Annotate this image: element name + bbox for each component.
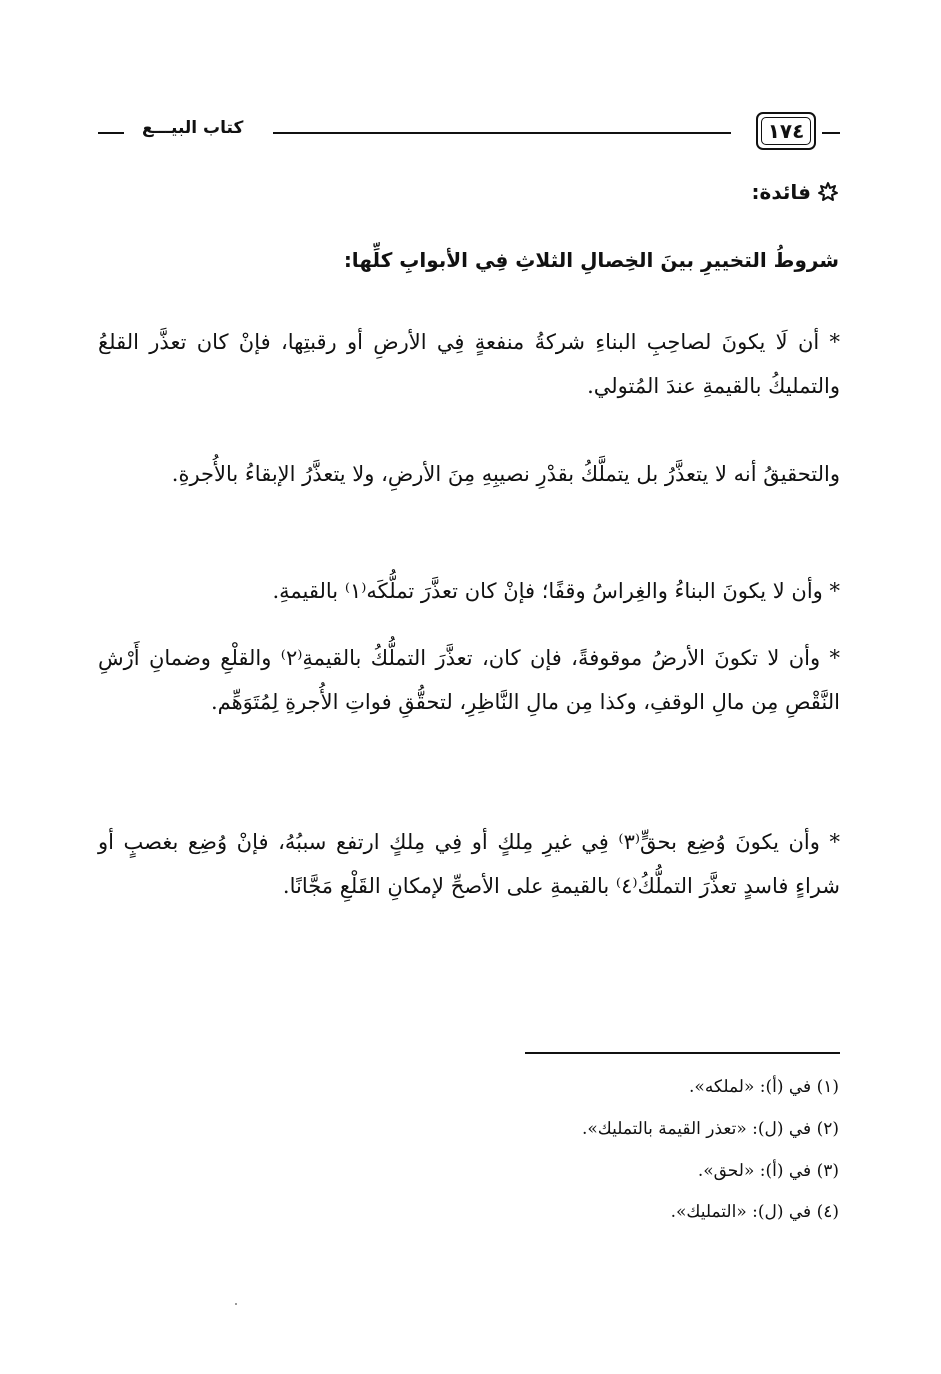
paragraph: * وأن لا يكونَ البناءُ والغِراسُ وقفًا؛ فإنْ كان تعذَّرَ تملُّكَه⁽١⁾ بالقيمةِ.: [272, 579, 840, 603]
header-rule-right: [822, 132, 840, 134]
benefit-heading: [752, 180, 839, 204]
flower-ornament-icon: [817, 181, 839, 203]
paragraph: * وأن يكونَ وُضِع بحقٍّ⁽٣⁾ فِي غيرِ مِلكٍ أو فِي مِلكٍ ارتفع سببُهُ، فإنْ وُضِع بغصبٍ أو شراءٍ فاسدٍ تعذَّرَ التملُّكُ⁽٤⁾ بالقيمةِ على الأصحِّ لإمكانِ القَلْعِ مَجَّانًا.: [98, 830, 840, 898]
footnote: (٢) في (ل): «تعذر القيمة بالتمليك».: [581, 1119, 839, 1139]
paragraph: والتحقيقُ أنه لا يتعذَّرُ بل يتملَّكُ بقدْرِ نصيبِهِ مِنَ الأرضِ، ولا يتعذَّرُ الإبقاءُ بالأُجرةِ.: [171, 462, 840, 486]
running-title: كتاب البيـــع: [134, 118, 251, 138]
footnote: (٣) في (أ): «لحق».: [697, 1161, 839, 1181]
page-header: [98, 108, 840, 152]
subheading: شروطُ التخييرِ بينَ الخِصالِ الثلاثِ فِي الأبوابِ كلِّها:: [343, 248, 839, 272]
paragraph: * أن لَا يكونَ لصاحِبِ البناءِ شركةُ منفعةٍ فِي الأرضِ أو رقبتِها، فإنْ كان تعذَّر القلعُ والتمليكُ بالقيمةِ عندَ المُتولي.: [98, 330, 840, 398]
page-number-box: [756, 112, 816, 150]
footnote-separator: [525, 1052, 840, 1054]
scan-speck: [235, 1303, 237, 1305]
page-number: ١٧٤: [767, 119, 805, 143]
benefit-label: فائدة:: [751, 180, 811, 204]
paragraph: * وأن لا تكونَ الأرضُ موقوفةً، فإن كان، تعذَّرَ التملُّكُ بالقيمةِ⁽٢⁾ والقلْعِ وضمانِ أَرْشِ النَّقْصِ مِن مالِ الوقفِ، وكذا مِن مالِ النَّاظِرِ، لتحقُّقِ فواتِ الأُجرةِ لِمُتَوَهِّم.: [98, 646, 840, 714]
footnote: (٤) في (ل): «التمليك».: [670, 1202, 839, 1222]
header-rule-left: [98, 132, 124, 134]
footnote: (١) في (أ): «لملكه».: [689, 1077, 839, 1097]
header-rule-middle: [273, 132, 731, 134]
